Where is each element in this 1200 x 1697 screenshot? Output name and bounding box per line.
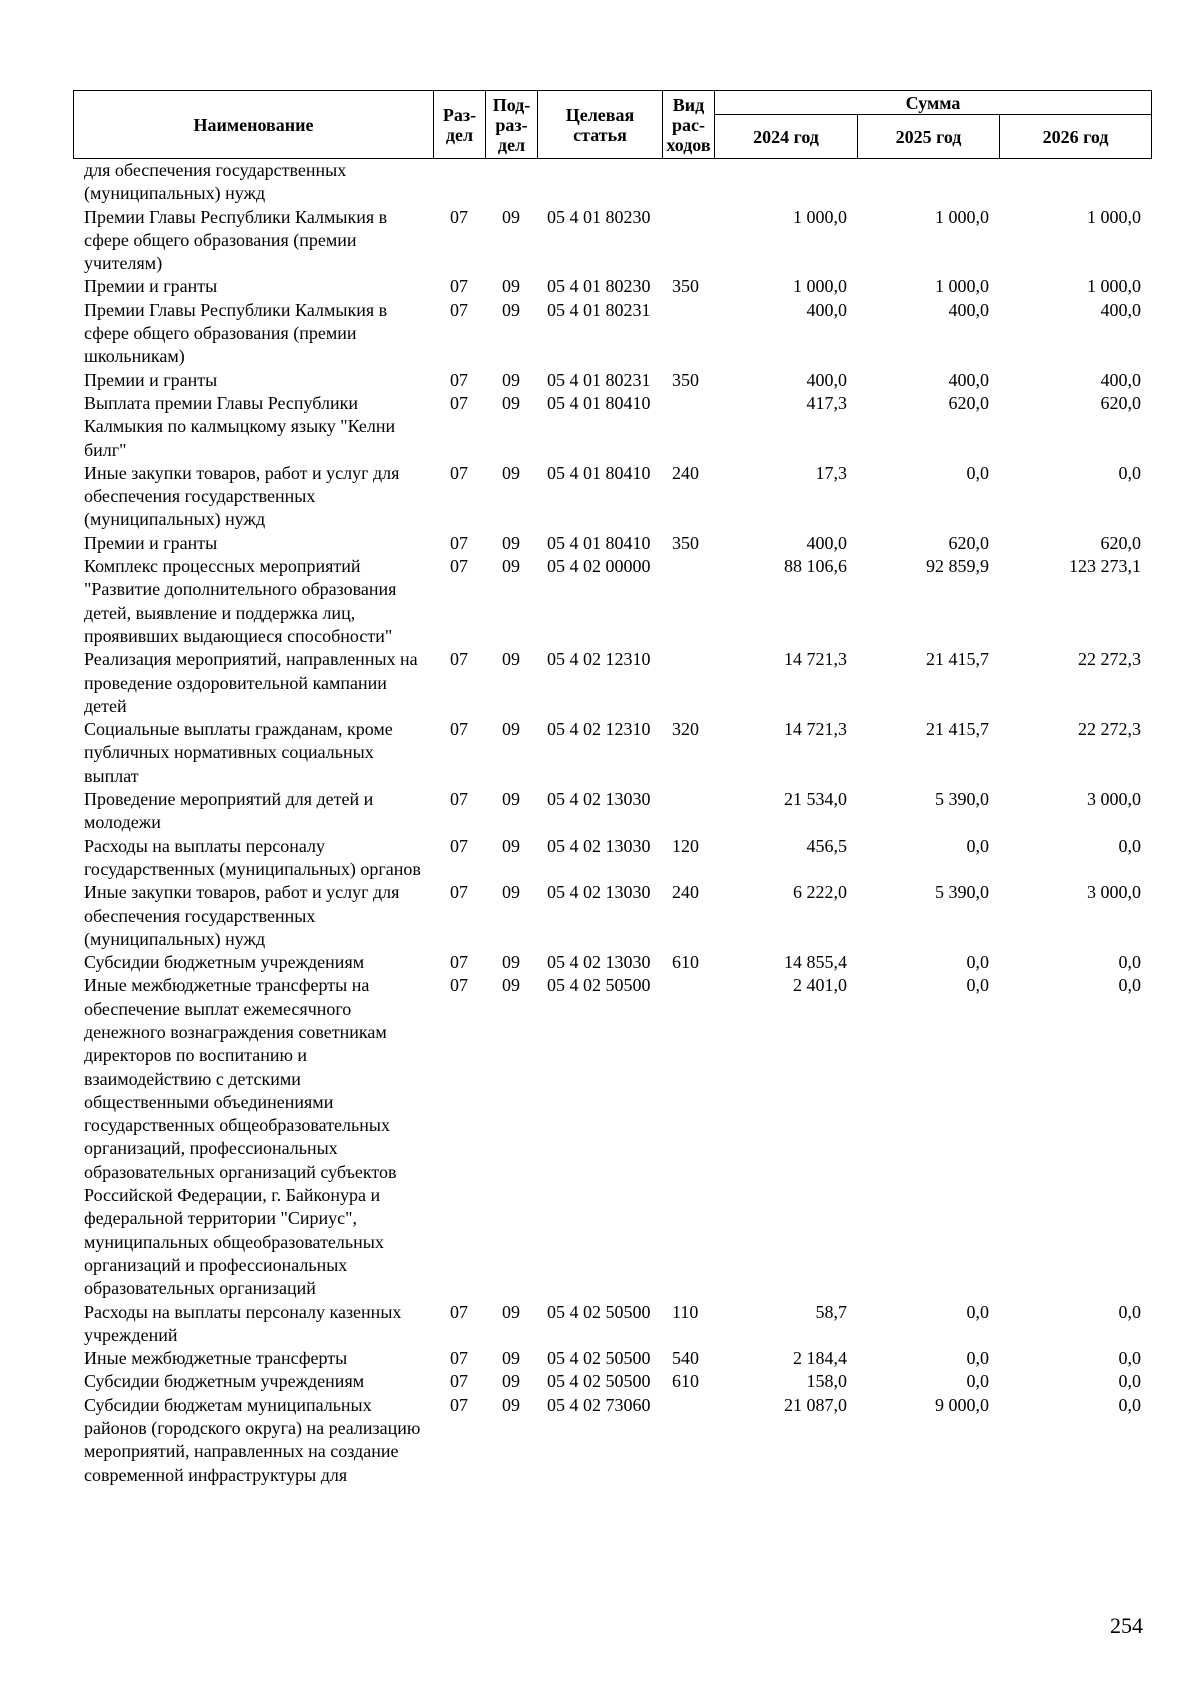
cell-2024: 1 000,0 <box>793 206 847 227</box>
cell-2026: 22 272,3 <box>1078 719 1141 740</box>
cell-vid: 240 <box>672 462 699 483</box>
cell-2026: 400,0 <box>1100 369 1141 390</box>
cell-article: 05 4 02 00000 <box>547 556 651 577</box>
table-row <box>73 159 1151 206</box>
cell-razdel: 07 <box>450 206 468 227</box>
table-row <box>73 835 1151 882</box>
cell-name: Субсидии бюджетным учреждениям <box>84 1371 365 1392</box>
cell-podrazdel: 09 <box>502 719 520 740</box>
cell-razdel: 07 <box>450 1371 468 1392</box>
cell-vid: 120 <box>672 835 699 856</box>
cell-2026: 123 273,1 <box>1069 556 1141 577</box>
cell-2024: 417,3 <box>806 392 847 413</box>
cell-2024: 2 184,4 <box>793 1348 847 1369</box>
cell-2025: 0,0 <box>966 952 989 973</box>
cell-razdel <box>433 159 485 206</box>
cell-2025: 5 390,0 <box>935 882 989 903</box>
cell-razdel: 07 <box>450 462 468 483</box>
cell-2024: 400,0 <box>806 299 847 320</box>
cell-article: 05 4 01 80230 <box>547 206 651 227</box>
cell-razdel: 07 <box>450 299 468 320</box>
cell-podrazdel: 09 <box>502 1371 520 1392</box>
cell-vid <box>662 974 714 1300</box>
cell-article: 05 4 01 80230 <box>547 276 651 297</box>
cell-2026: 400,0 <box>1100 299 1141 320</box>
table-row <box>73 299 1151 369</box>
cell-article: 05 4 02 50500 <box>547 1371 651 1392</box>
cell-vid <box>662 299 714 369</box>
table-row <box>73 974 1151 1300</box>
cell-article: 05 4 01 80410 <box>547 392 651 413</box>
cell-2026: 1 000,0 <box>1087 206 1141 227</box>
cell-razdel: 07 <box>450 952 468 973</box>
table-row <box>73 275 1151 298</box>
cell-2026: 0,0 <box>1118 1301 1141 1322</box>
cell-2024: 14 855,4 <box>784 952 847 973</box>
cell-razdel: 07 <box>450 649 468 670</box>
table-header <box>73 90 1152 159</box>
cell-article: 05 4 02 12310 <box>547 719 651 740</box>
cell-razdel: 07 <box>450 369 468 390</box>
table-rows <box>73 159 1151 1487</box>
table-row <box>73 1370 1151 1393</box>
cell-vid <box>662 1394 714 1487</box>
cell-podrazdel: 09 <box>502 369 520 390</box>
cell-razdel: 07 <box>450 1348 468 1369</box>
cell-vid <box>662 555 714 648</box>
table-row <box>73 1394 1151 1487</box>
cell-podrazdel: 09 <box>502 789 520 810</box>
cell-name: Иные межбюджетные трансферты <box>84 1348 348 1369</box>
header-summa: Сумма <box>715 91 1152 115</box>
cell-vid <box>662 648 714 718</box>
cell-2025: 400,0 <box>948 299 989 320</box>
cell-2025: 400,0 <box>948 369 989 390</box>
cell-article <box>537 159 662 206</box>
cell-vid: 350 <box>672 532 699 553</box>
cell-2025: 0,0 <box>966 835 989 856</box>
cell-vid: 350 <box>672 276 699 297</box>
cell-vid: 240 <box>672 882 699 903</box>
cell-podrazdel: 09 <box>502 1394 520 1415</box>
cell-podrazdel: 09 <box>502 206 520 227</box>
cell-2025: 21 415,7 <box>926 719 989 740</box>
cell-vid <box>662 788 714 835</box>
cell-name: Иные межбюджетные трансферты на обеспечение выплат ежемесячного денежного вознаграждения советникам директоров по воспитанию и взаимодействию с детскими общественными объединениями государственных общеобразовательных организаций, профессиональных образовательных организаций субъектов Российской Федерации, г. Байконура и федеральной территории "Сириус", муниципальных общеобразовательных организаций и профессиональных образовательных организаций <box>84 975 397 1299</box>
cell-2026: 3 000,0 <box>1087 882 1141 903</box>
cell-podrazdel: 09 <box>502 299 520 320</box>
cell-2024: 14 721,3 <box>784 649 847 670</box>
table-row <box>73 881 1151 951</box>
cell-razdel: 07 <box>450 719 468 740</box>
cell-name: Реализация мероприятий, направленных на проведение оздоровительной кампании детей <box>84 649 418 716</box>
table-row <box>73 206 1151 276</box>
cell-name: для обеспечения государственных (муниципальных) нужд <box>84 160 347 204</box>
cell-podrazdel: 09 <box>502 532 520 553</box>
cell-2026: 0,0 <box>1118 1348 1141 1369</box>
cell-name: Расходы на выплаты персоналу государственных (муниципальных) органов <box>84 835 421 879</box>
table-row <box>73 951 1151 974</box>
cell-article: 05 4 01 80410 <box>547 462 651 483</box>
cell-2024: 456,5 <box>806 835 847 856</box>
table-row <box>73 718 1151 788</box>
cell-2025: 0,0 <box>966 1371 989 1392</box>
page-number: 254 <box>1110 1613 1143 1638</box>
cell-2024: 21 087,0 <box>784 1394 847 1415</box>
cell-razdel: 07 <box>450 276 468 297</box>
cell-razdel: 07 <box>450 882 468 903</box>
cell-2024: 14 721,3 <box>784 719 847 740</box>
cell-2026 <box>999 159 1151 206</box>
cell-2026: 0,0 <box>1118 835 1141 856</box>
cell-vid: 320 <box>672 719 699 740</box>
cell-podrazdel: 09 <box>502 462 520 483</box>
cell-vid <box>662 392 714 462</box>
cell-2024: 158,0 <box>806 1371 847 1392</box>
cell-2026: 620,0 <box>1100 392 1141 413</box>
cell-razdel: 07 <box>450 392 468 413</box>
cell-podrazdel: 09 <box>502 276 520 297</box>
cell-2026: 22 272,3 <box>1078 649 1141 670</box>
cell-podrazdel: 09 <box>502 1301 520 1322</box>
table-row <box>73 788 1151 835</box>
cell-article: 05 4 01 80231 <box>547 299 651 320</box>
cell-name: Социальные выплаты гражданам, кроме публичных нормативных социальных выплат <box>84 719 393 786</box>
cell-2026: 620,0 <box>1100 532 1141 553</box>
table-row <box>73 1347 1151 1370</box>
cell-vid: 540 <box>672 1348 699 1369</box>
cell-article: 05 4 02 13030 <box>547 952 651 973</box>
cell-name: Иные закупки товаров, работ и услуг для обеспечения государственных (муниципальных) нужд <box>84 882 400 949</box>
cell-2026: 0,0 <box>1118 1394 1141 1415</box>
cell-razdel: 07 <box>450 556 468 577</box>
header-year-2024: 2024 год <box>715 115 858 159</box>
table-row <box>73 1301 1151 1348</box>
cell-name: Комплекс процессных мероприятий "Развитие дополнительного образования детей, выявление и поддержка лиц, проявивших выдающиеся способности" <box>84 556 397 646</box>
cell-2025: 0,0 <box>966 1301 989 1322</box>
header-article: Целевая статья <box>538 91 663 159</box>
cell-2025: 1 000,0 <box>935 276 989 297</box>
cell-podrazdel: 09 <box>502 556 520 577</box>
cell-2024: 6 222,0 <box>793 882 847 903</box>
cell-2024: 400,0 <box>806 532 847 553</box>
cell-2024 <box>714 159 857 206</box>
cell-2026: 1 000,0 <box>1087 276 1141 297</box>
cell-article: 05 4 02 13030 <box>547 835 651 856</box>
table-row <box>73 462 1151 532</box>
cell-article: 05 4 02 50500 <box>547 1348 651 1369</box>
cell-razdel: 07 <box>450 789 468 810</box>
cell-razdel: 07 <box>450 835 468 856</box>
cell-2025: 0,0 <box>966 462 989 483</box>
table-body <box>73 159 1151 1487</box>
cell-podrazdel <box>485 159 537 206</box>
cell-name: Иные закупки товаров, работ и услуг для обеспечения государственных (муниципальных) нужд <box>84 462 400 530</box>
cell-2025: 620,0 <box>948 532 989 553</box>
cell-podrazdel: 09 <box>502 1348 520 1369</box>
cell-razdel: 07 <box>450 975 468 996</box>
cell-vid: 350 <box>672 369 699 390</box>
cell-2026: 0,0 <box>1118 462 1141 483</box>
cell-article: 05 4 02 50500 <box>547 1301 651 1322</box>
cell-podrazdel: 09 <box>502 975 520 996</box>
cell-vid <box>662 206 714 276</box>
header-vid: Вид рас- ходов <box>663 91 715 159</box>
cell-article: 05 4 02 12310 <box>547 649 651 670</box>
cell-2026: 0,0 <box>1118 1371 1141 1392</box>
cell-razdel: 07 <box>450 1301 468 1322</box>
cell-article: 05 4 02 73060 <box>547 1394 651 1415</box>
cell-2026: 0,0 <box>1118 975 1141 996</box>
table-row <box>73 392 1151 462</box>
cell-vid <box>662 159 714 206</box>
header-razdel: Раз- дел <box>434 91 486 159</box>
cell-name: Премии Главы Республики Калмыкия в сфере общего образования (премии школьникам) <box>84 299 388 367</box>
cell-article: 05 4 02 50500 <box>547 975 651 996</box>
cell-2025: 9 000,0 <box>935 1394 989 1415</box>
cell-2025: 0,0 <box>966 975 989 996</box>
table-row <box>73 369 1151 392</box>
cell-2025 <box>857 159 999 206</box>
cell-2024: 1 000,0 <box>793 276 847 297</box>
cell-vid: 110 <box>672 1301 699 1322</box>
cell-2025: 5 390,0 <box>935 789 989 810</box>
cell-2024: 2 401,0 <box>793 975 847 996</box>
cell-2025: 92 859,9 <box>926 556 989 577</box>
cell-2024: 21 534,0 <box>784 789 847 810</box>
cell-2025: 0,0 <box>966 1348 989 1369</box>
cell-name: Расходы на выплаты персоналу казенных учреждений <box>84 1301 402 1345</box>
cell-podrazdel: 09 <box>502 882 520 903</box>
header-podrazdel: Под- раз- дел <box>486 91 538 159</box>
cell-2024: 17,3 <box>815 462 847 483</box>
cell-2026: 3 000,0 <box>1087 789 1141 810</box>
cell-article: 05 4 01 80231 <box>547 369 651 390</box>
cell-podrazdel: 09 <box>502 835 520 856</box>
cell-podrazdel: 09 <box>502 649 520 670</box>
cell-vid: 610 <box>672 1371 699 1392</box>
cell-2024: 400,0 <box>806 369 847 390</box>
cell-name: Выплата премии Главы Республики Калмыкия по калмыцкому языку "Келни билг" <box>84 392 396 460</box>
cell-razdel: 07 <box>450 532 468 553</box>
budget-table <box>73 90 1151 1487</box>
cell-podrazdel: 09 <box>502 392 520 413</box>
cell-vid: 610 <box>672 952 699 973</box>
cell-name: Субсидии бюджетам муниципальных районов (городского округа) на реализацию мероприятий, направленных на создание современной инфраструктуры для <box>84 1394 421 1485</box>
cell-name: Проведение мероприятий для детей и молодежи <box>84 789 374 833</box>
cell-razdel: 07 <box>450 1394 468 1415</box>
cell-name: Субсидии бюджетным учреждениям <box>84 952 365 973</box>
cell-article: 05 4 02 13030 <box>547 789 651 810</box>
cell-name: Премии и гранты <box>84 532 218 553</box>
cell-article: 05 4 01 80410 <box>547 532 651 553</box>
table-row <box>73 532 1151 555</box>
cell-2026: 0,0 <box>1118 952 1141 973</box>
table-row <box>73 648 1151 718</box>
cell-2025: 1 000,0 <box>935 206 989 227</box>
cell-2025: 620,0 <box>948 392 989 413</box>
cell-name: Премии Главы Республики Калмыкия в сфере общего образования (премии учителям) <box>84 206 388 274</box>
cell-name: Премии и гранты <box>84 276 218 297</box>
header-name: Наименование <box>74 91 434 159</box>
header-year-2025: 2025 год <box>858 115 1000 159</box>
cell-article: 05 4 02 13030 <box>547 882 651 903</box>
cell-2024: 88 106,6 <box>784 556 847 577</box>
cell-2025: 21 415,7 <box>926 649 989 670</box>
cell-name: Премии и гранты <box>84 369 218 390</box>
table-row <box>73 555 1151 648</box>
cell-podrazdel: 09 <box>502 952 520 973</box>
header-year-2026: 2026 год <box>1000 115 1152 159</box>
cell-2024: 58,7 <box>815 1301 847 1322</box>
